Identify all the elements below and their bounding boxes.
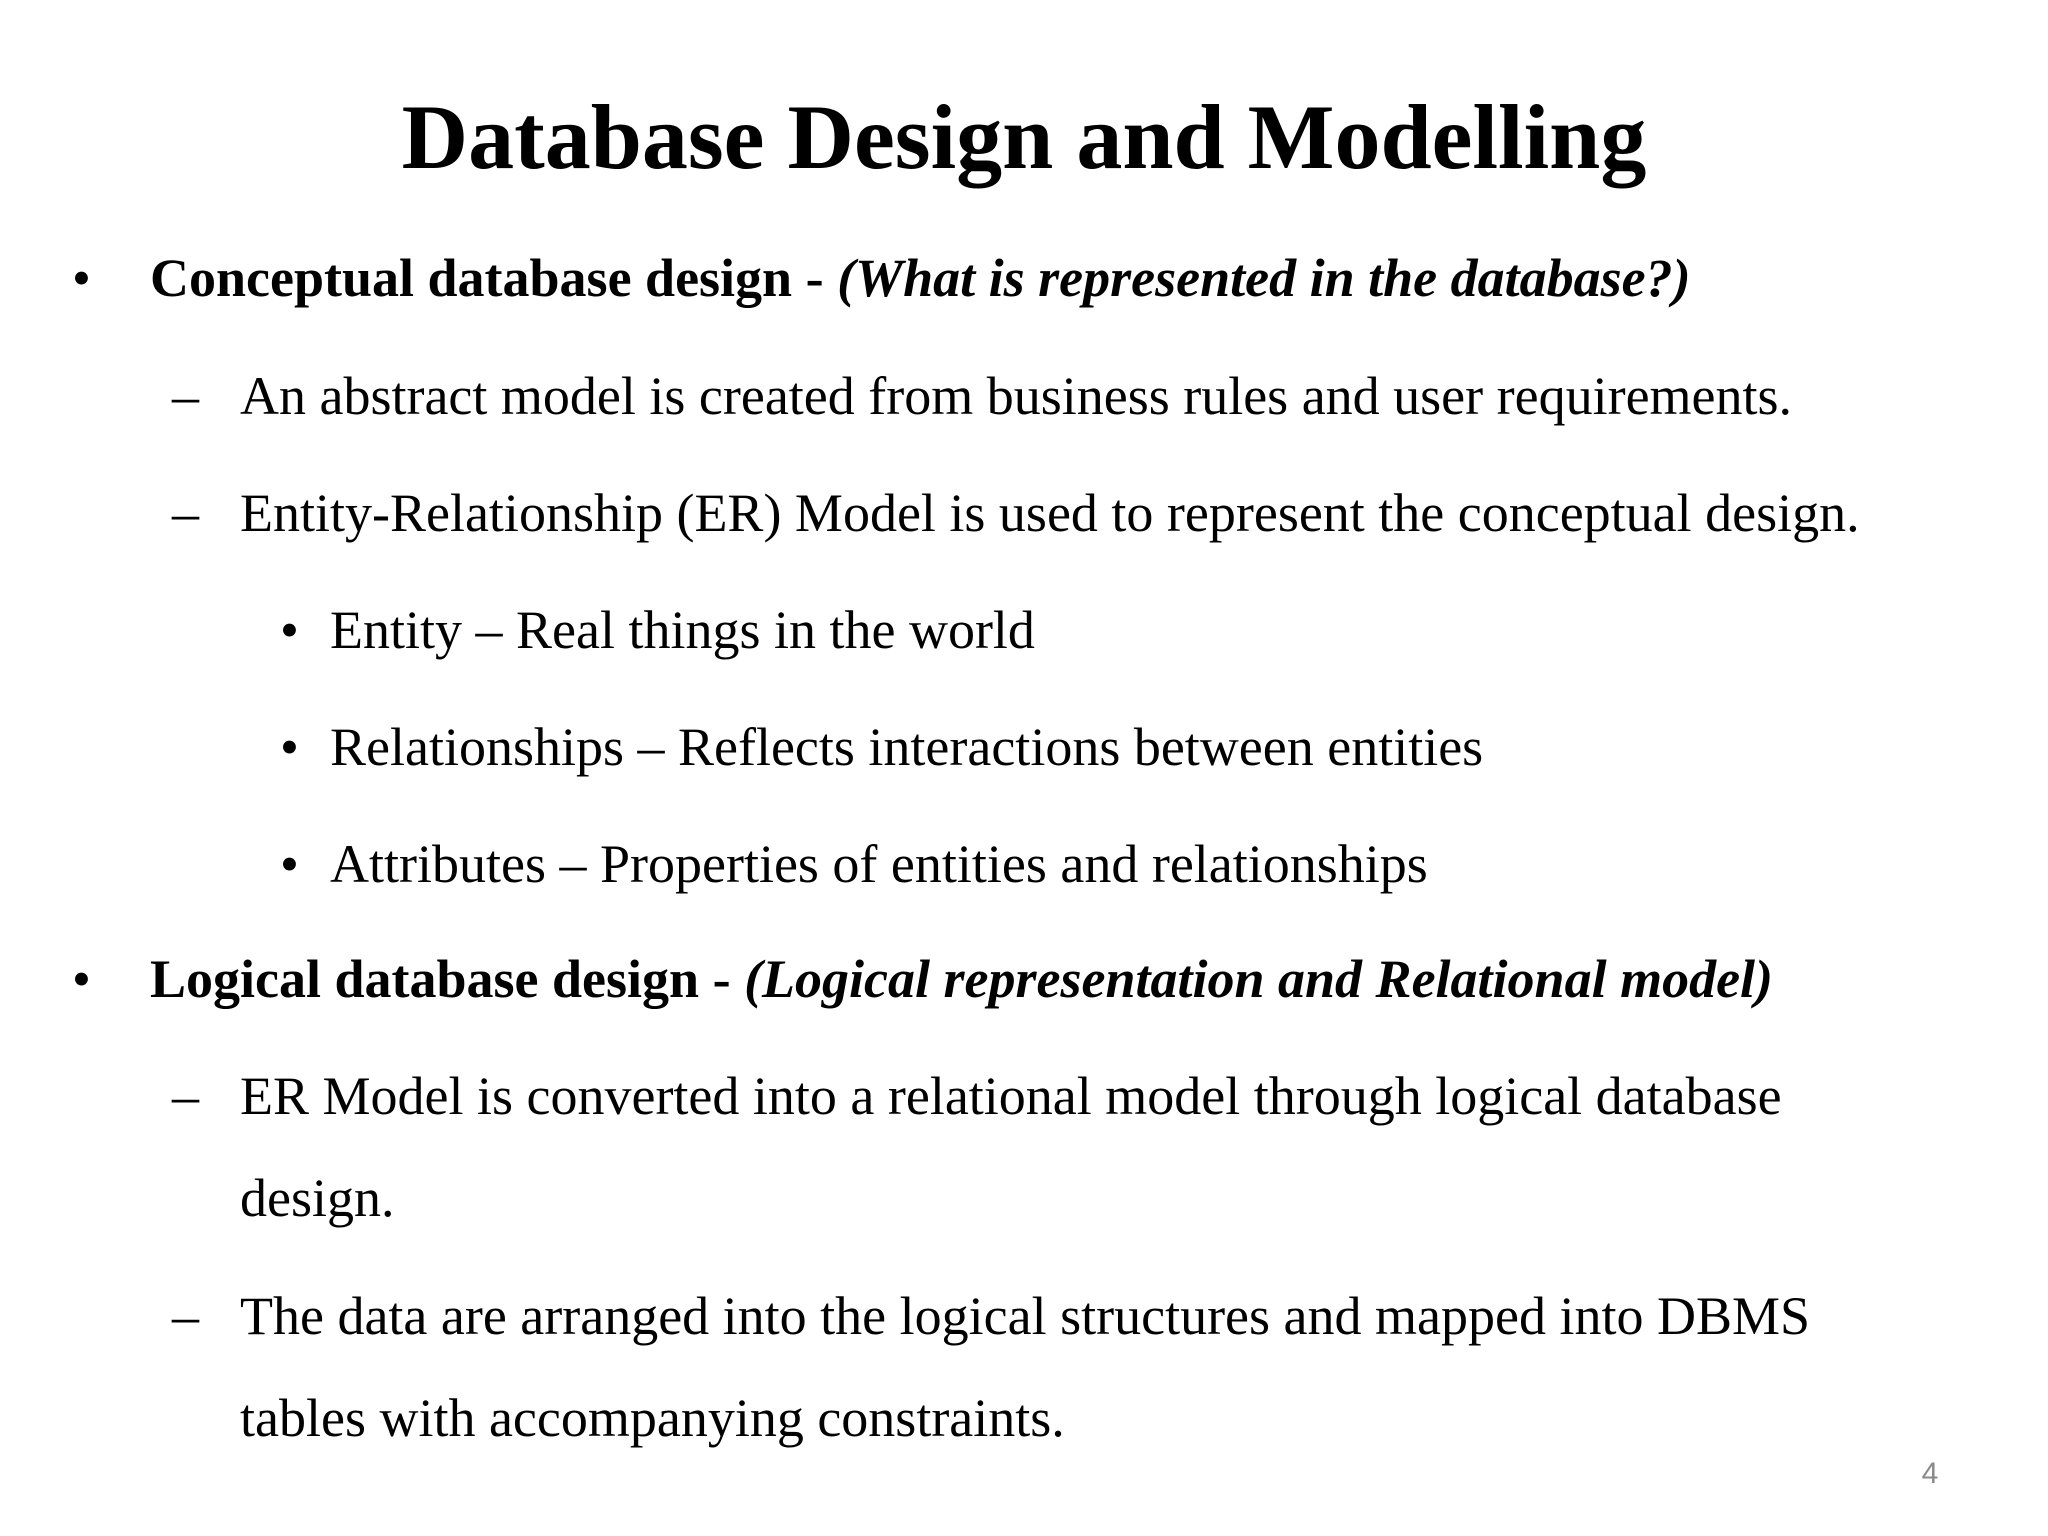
dash-icon: –: [172, 1286, 199, 1346]
dash-icon: –: [172, 483, 199, 543]
subpoint-relationships: Relationships – Reflects interactions between entities: [330, 717, 1484, 777]
section-heading-question: (Logical representation and Relational model): [744, 949, 1774, 1009]
point-er-conversion-line1: ER Model is converted into a relational model through logical database: [240, 1066, 1782, 1126]
point-data-arranged-line1: The data are arranged into the logical structures and mapped into DBMS: [240, 1286, 1811, 1346]
bullet-icon: •: [280, 834, 299, 894]
point-data-arranged-line2: tables with accompanying constraints.: [240, 1388, 1065, 1448]
bullet-icon: •: [280, 600, 299, 660]
bullet-icon: •: [280, 717, 299, 777]
point-er-model: Entity-Relationship (ER) Model is used to represent the conceptual design.: [240, 483, 1860, 543]
bullet-icon: •: [72, 949, 91, 1009]
section-heading-logical: [150, 947, 1773, 1011]
section-heading-text: Conceptual database design -: [150, 248, 838, 308]
subpoint-attributes: Attributes – Properties of entities and relationships: [330, 834, 1428, 894]
point-abstract-model: An abstract model is created from business rules and user requirements.: [240, 366, 1793, 426]
slide-title: Database Design and Modelling: [401, 86, 1647, 188]
section-heading-text: Logical database design -: [150, 949, 745, 1009]
point-er-conversion-line2: design.: [240, 1168, 395, 1228]
section-heading-question: (What is represented in the database?): [837, 248, 1691, 308]
page-number: 4: [1921, 1457, 1939, 1490]
dash-icon: –: [172, 366, 199, 426]
section-heading-conceptual: [150, 246, 1691, 310]
dash-icon: –: [172, 1066, 199, 1126]
subpoint-entity: Entity – Real things in the world: [330, 600, 1035, 660]
bullet-icon: •: [72, 248, 91, 308]
